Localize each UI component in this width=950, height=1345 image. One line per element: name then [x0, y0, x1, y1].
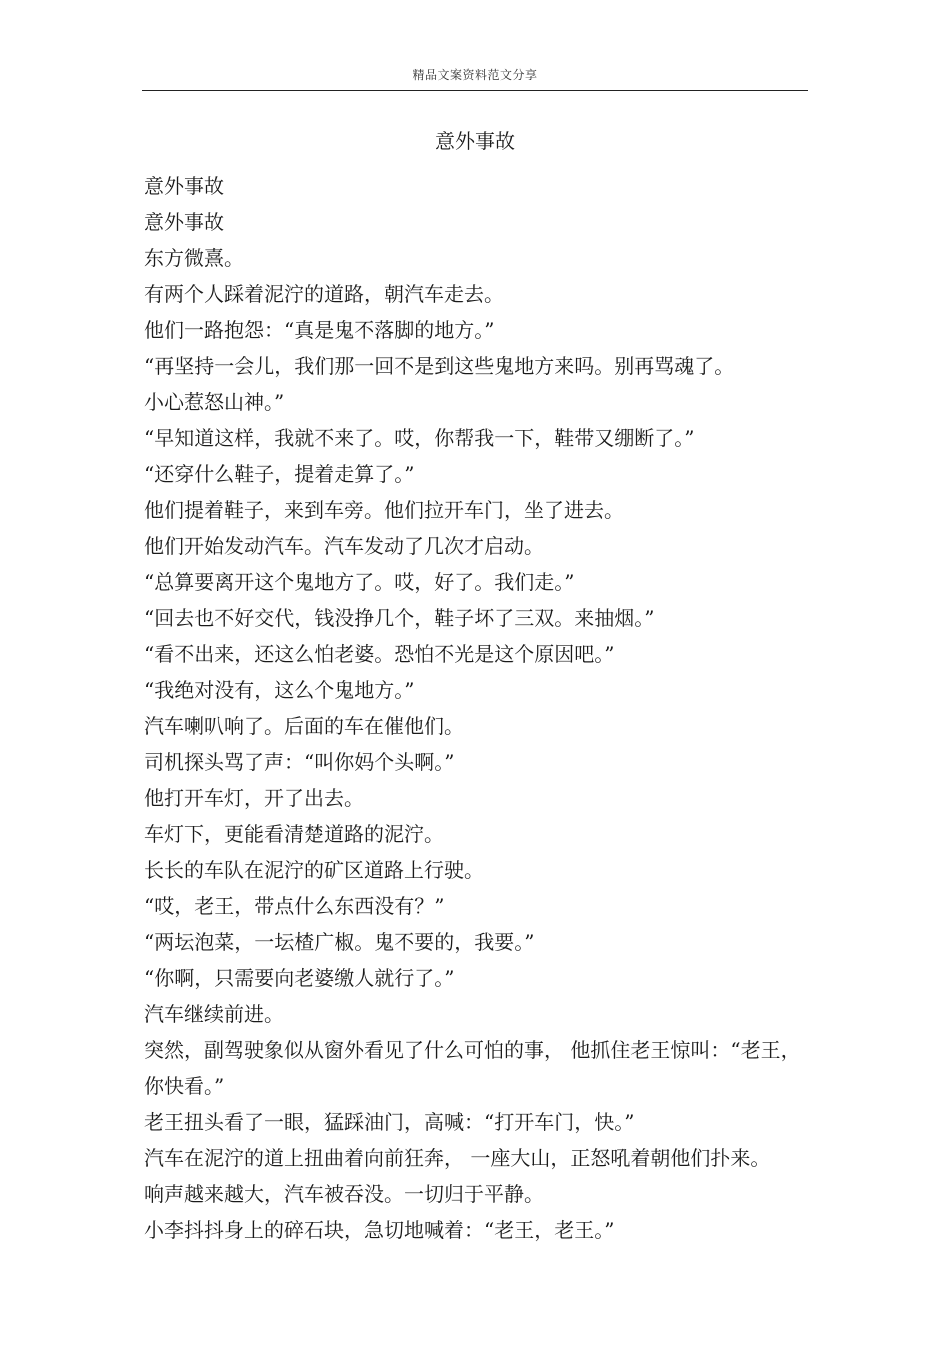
paragraph: 小李抖抖身上的碎石块，急切地喊着：“老王，老王。”	[144, 1218, 615, 1242]
paragraph: 意外事故	[144, 174, 224, 198]
paragraph: 老王扭头看了一眼，猛踩油门，高喊：“打开车门，快。”	[144, 1110, 635, 1134]
paragraph: 汽车在泥泞的道上扭曲着向前狂奔， 一座大山，正怒吼着朝他们扑来。	[144, 1146, 771, 1170]
paragraph: “我绝对没有，这么个鬼地方。”	[144, 678, 415, 702]
paragraph: “总算要离开这个鬼地方了。哎，好了。我们走。”	[144, 570, 575, 594]
paragraph: 他们一路抱怨：“真是鬼不落脚的地方。”	[144, 318, 495, 342]
paragraph: 车灯下，更能看清楚道路的泥泞。	[144, 822, 444, 846]
paragraph: “还穿什么鞋子，提着走算了。”	[144, 462, 415, 486]
paragraph: 汽车喇叭响了。后面的车在催他们。	[144, 714, 464, 738]
document-body	[144, 168, 808, 1248]
paragraph: 他们提着鞋子，来到车旁。他们拉开车门，坐了进去。	[144, 498, 624, 522]
paragraph: “哎，老王，带点什么东西没有？”	[144, 894, 445, 918]
paragraph: 他们开始发动汽车。汽车发动了几次才启动。	[144, 534, 544, 558]
paragraph: 长长的车队在泥泞的矿区道路上行驶。	[144, 858, 484, 882]
paragraph: “回去也不好交代，钱没挣几个，鞋子坏了三双。来抽烟。”	[144, 606, 655, 630]
paragraph: “早知道这样，我就不来了。哎，你帮我一下，鞋带又绷断了。”	[144, 426, 695, 450]
paragraph: 他打开车灯，开了出去。	[144, 786, 364, 810]
paragraph: 有两个人踩着泥泞的道路，朝汽车走去。	[144, 282, 504, 306]
paragraph: 小心惹怒山神。”	[144, 390, 285, 414]
page-header-text: 精品文案资料范文分享	[412, 68, 538, 82]
paragraph: 司机探头骂了声：“叫你妈个头啊。”	[144, 750, 455, 774]
document-title: 意外事故	[435, 129, 515, 153]
paragraph: “你啊，只需要向老婆缴人就行了。”	[144, 966, 455, 990]
paragraph: 东方微熹。	[144, 246, 244, 270]
paragraph: 突然，副驾驶象似从窗外看见了什么可怕的事， 他抓住老王惊叫：“老王，你快看。”	[144, 1038, 801, 1098]
paragraph: “两坛泡菜，一坛楂广椒。鬼不要的，我要。”	[144, 930, 535, 954]
header-divider	[142, 90, 808, 91]
paragraph: 意外事故	[144, 210, 224, 234]
paragraph: “看不出来，还这么怕老婆。恐怕不光是这个原因吧。”	[144, 642, 615, 666]
paragraph: 响声越来越大，汽车被吞没。一切归于平静。	[144, 1182, 544, 1206]
paragraph: 汽车继续前进。	[144, 1002, 284, 1026]
paragraph: “再坚持一会儿，我们那一回不是到这些鬼地方来吗。别再骂魂了。	[144, 354, 735, 378]
